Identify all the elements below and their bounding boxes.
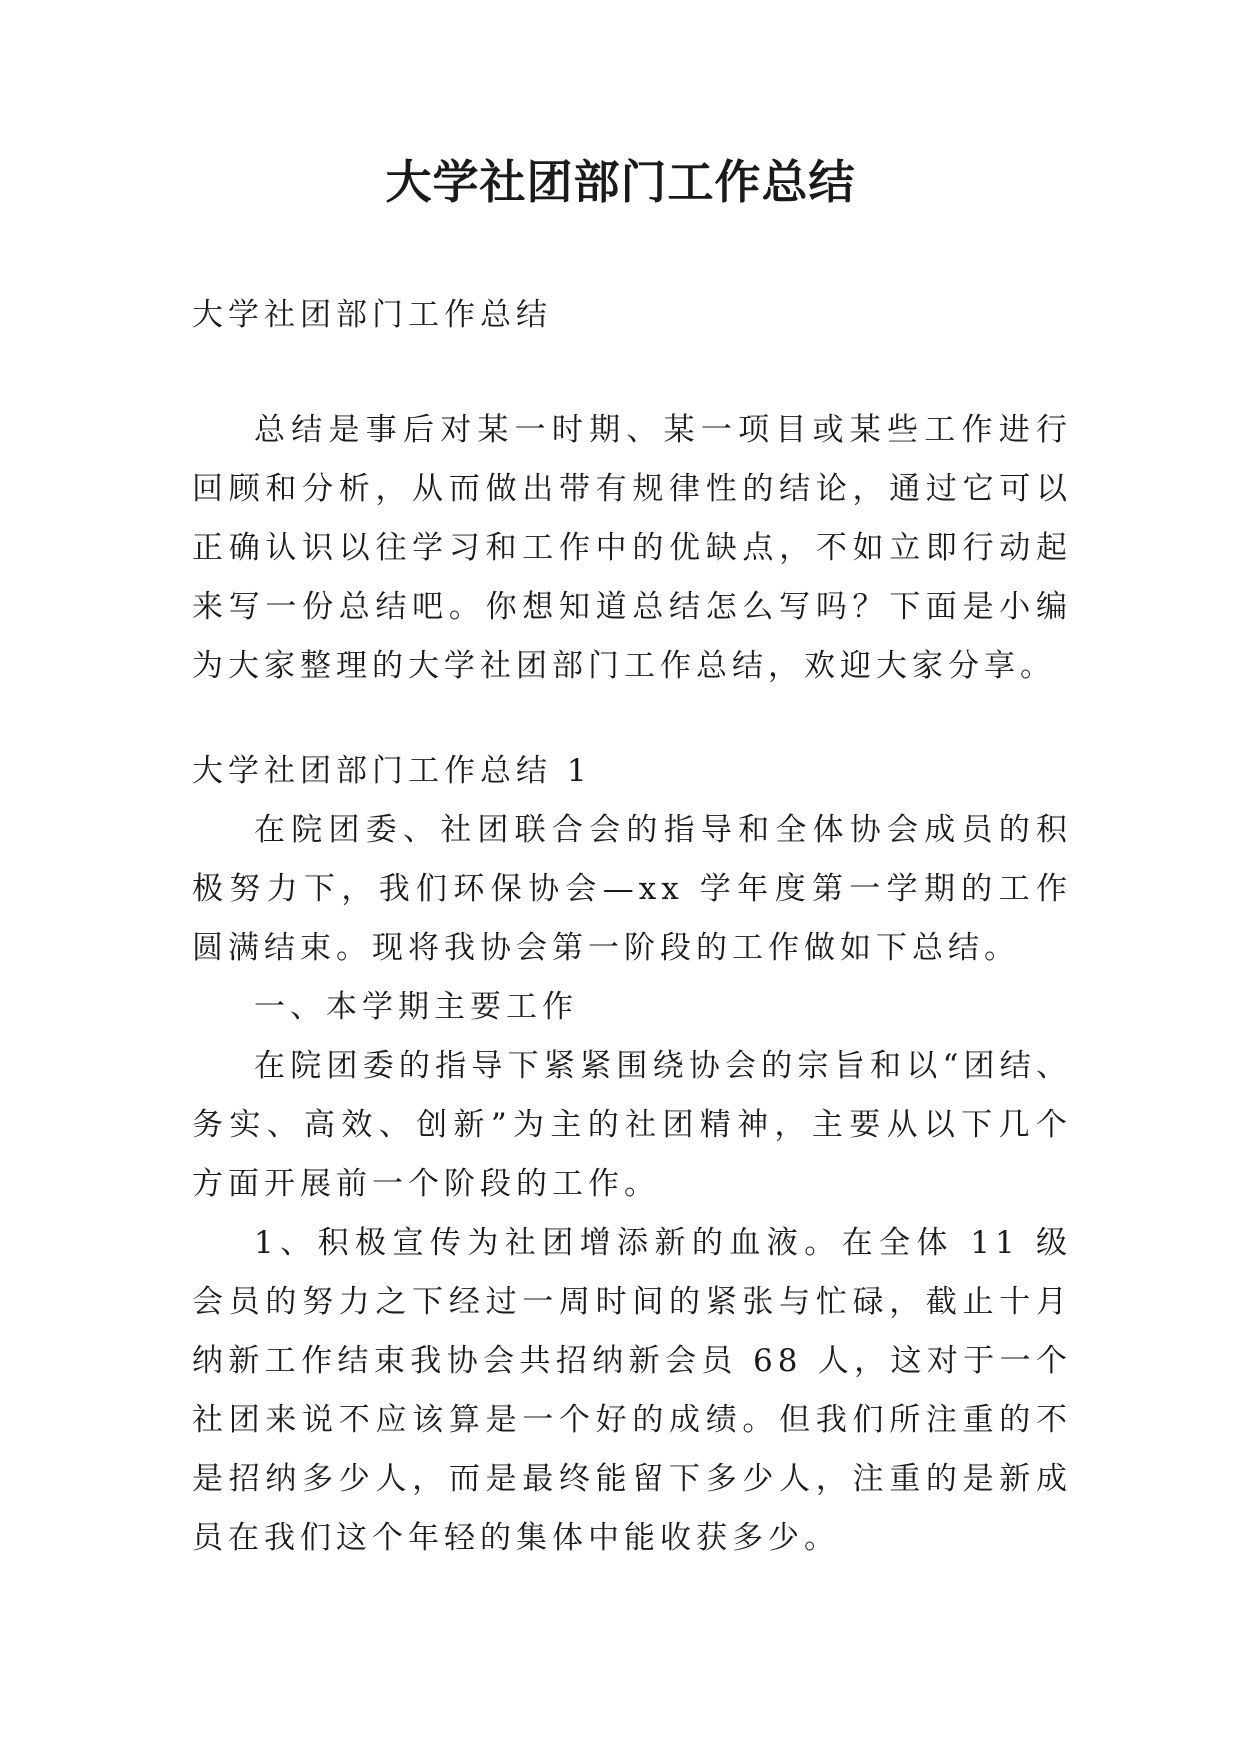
body-paragraph: 在院团委的指导下紧紧围绕协会的宗旨和以“团结、务实、高效、创新”为主的社团精神，主要从以下几个方面开展前一个阶段的工作。 [192, 1048, 1072, 1202]
section-heading: 大学社团部门工作总结 1 [192, 753, 592, 789]
document-subtitle: 大学社团部门工作总结 [192, 297, 552, 333]
subsection-heading: 一、本学期主要工作 [254, 989, 578, 1025]
body-paragraph: 1、积极宣传为社团增添新的血液。在全体 11 级会员的努力之下经过一周时间的紧张与忙碌，截止十月纳新工作结束我协会共招纳新会员 68 人，这对于一个社团来说不应该算是一个好的成绩。但我们所注重的不是招纳多少人，而是最终能留下多少人，注重的是新成员在我们这个年轻的集体中能收获多少。 [192, 1225, 1072, 1556]
body-paragraph: 在院团委、社团联合会的指导和全体协会成员的积极努力下，我们环保协会—xx 学年度第一学期的工作圆满结束。现将我协会第一阶段的工作做如下总结。 [192, 812, 1072, 966]
document-title: 大学社团部门工作总结 [385, 155, 856, 209]
intro-paragraph: 总结是事后对某一时期、某一项目或某些工作进行回顾和分析，从而做出带有规律性的结论，通过它可以正确认识以往学习和工作中的优缺点，不如立即行动起来写一份总结吧。你想知道总结怎么写吗？下面是小编为大家整理的大学社团部门工作总结，欢迎大家分享。 [192, 412, 1072, 684]
document-body [192, 286, 1072, 1568]
